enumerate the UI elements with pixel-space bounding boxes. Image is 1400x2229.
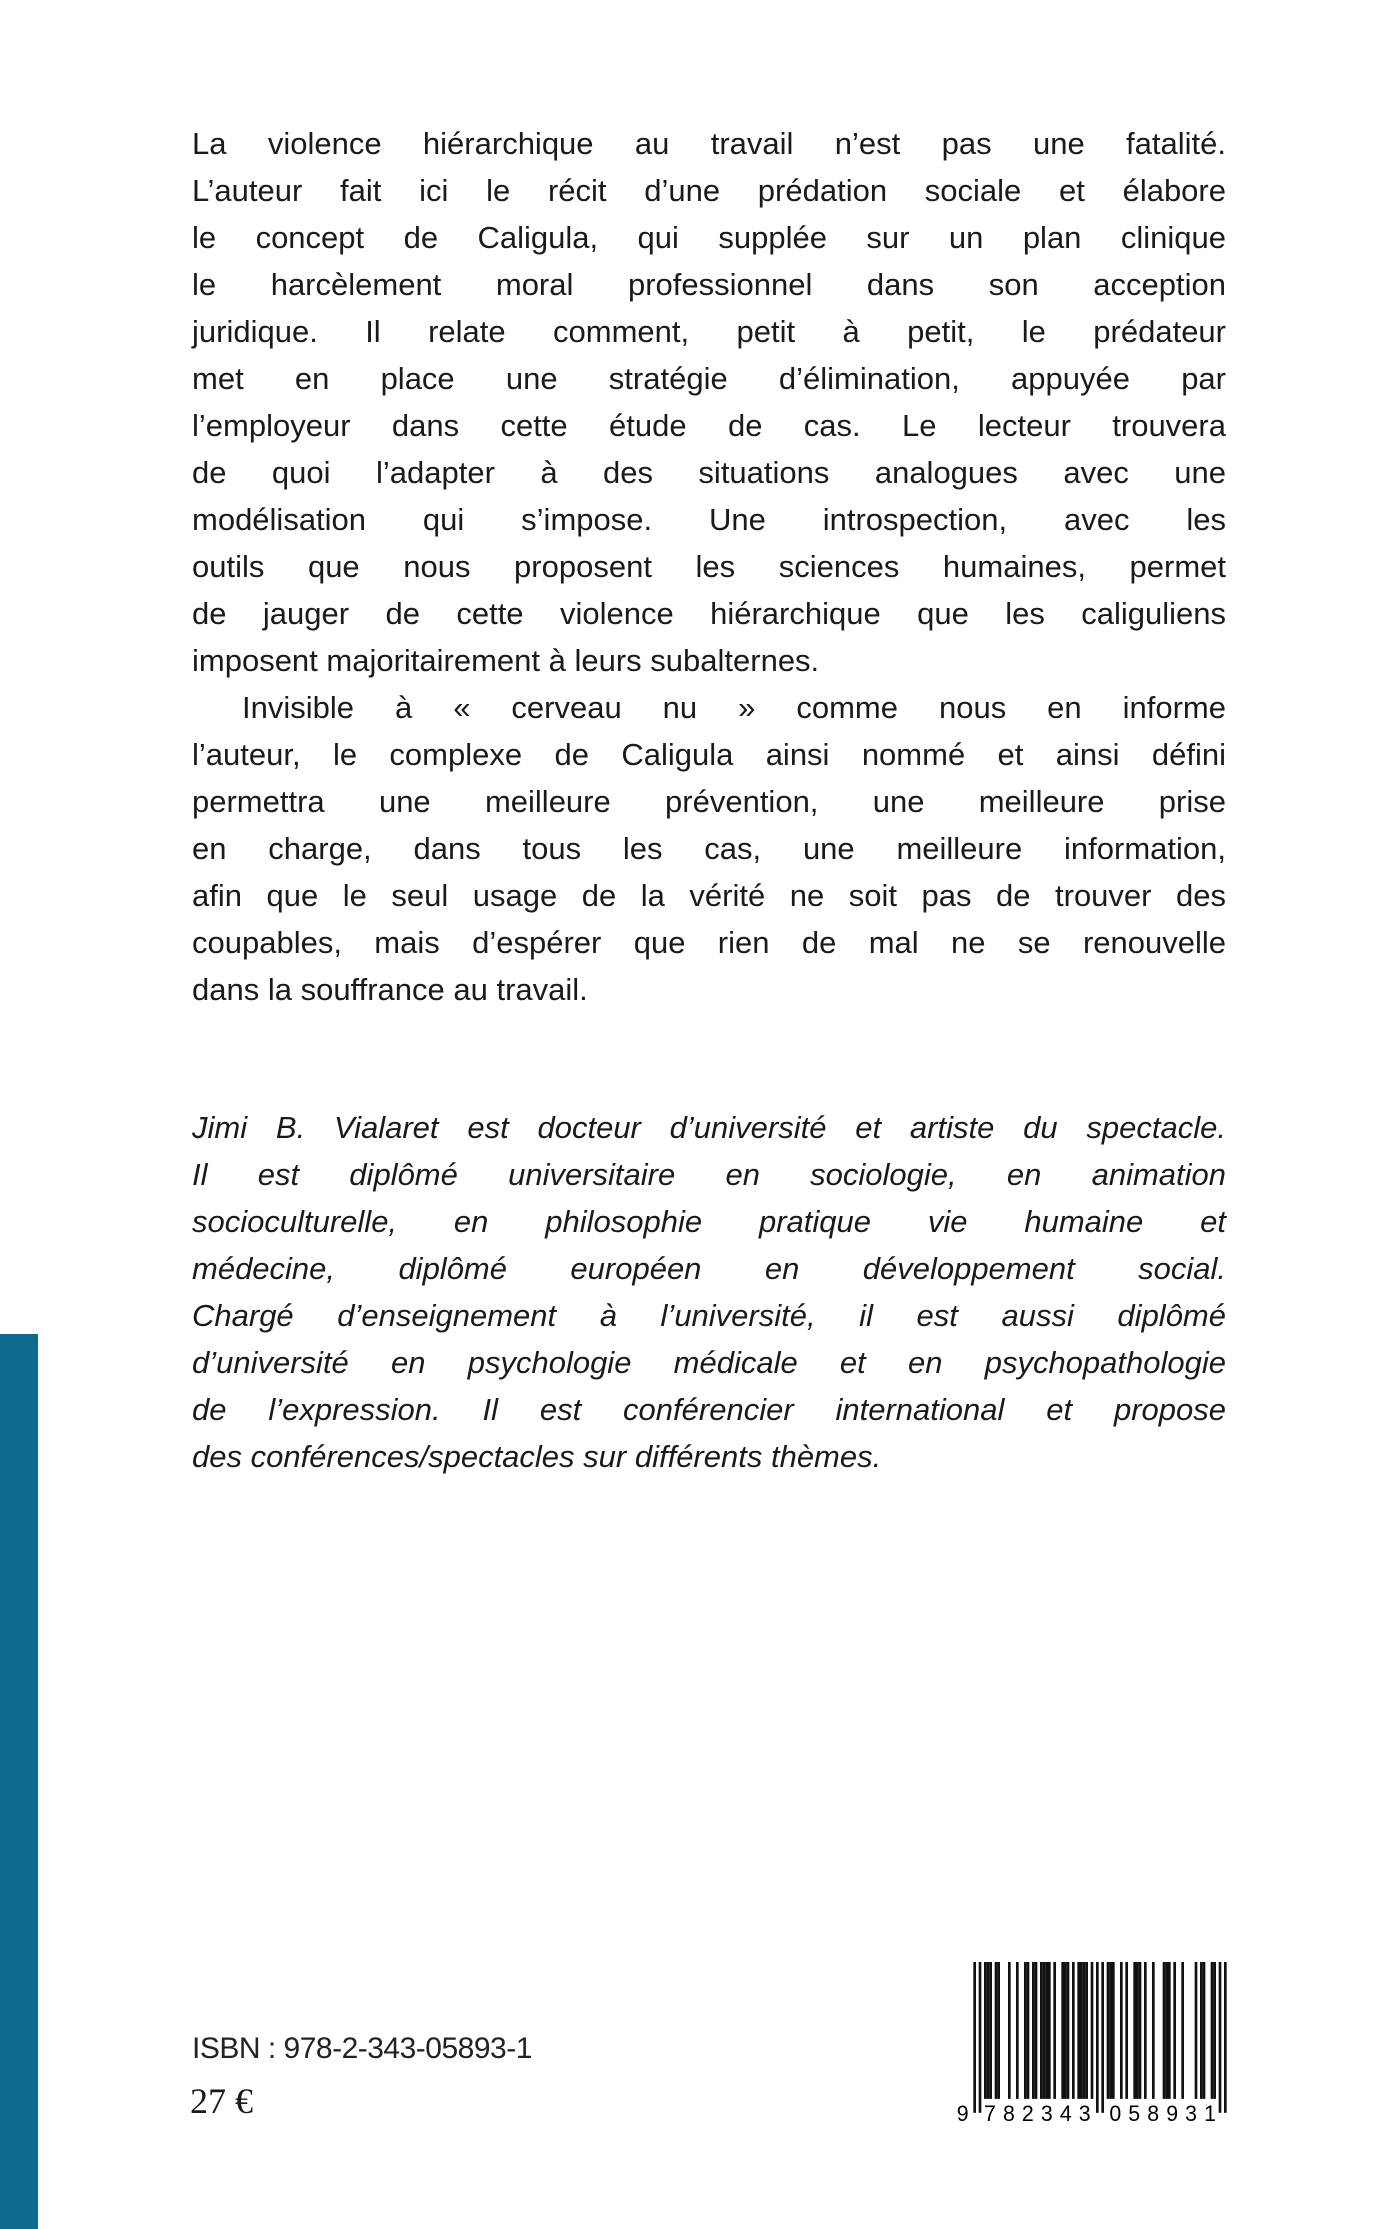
barcode-left-digits: 782343 bbox=[984, 2100, 1091, 2124]
barcode-bar bbox=[1200, 1962, 1203, 2099]
barcode-bar bbox=[1195, 1962, 1198, 2099]
barcode-bar bbox=[1091, 1962, 1094, 2099]
barcode-bar bbox=[973, 1962, 976, 2113]
text-line: des conférences/spectacles sur différents thèmes. bbox=[192, 1439, 882, 1474]
barcode-bar bbox=[1219, 1962, 1222, 2113]
barcode-bar bbox=[1077, 1962, 1080, 2099]
barcode-bar bbox=[1072, 1962, 1075, 2099]
barcode-bar bbox=[1112, 1962, 1115, 2099]
barcode-bar bbox=[1224, 1962, 1227, 2113]
barcode-bar bbox=[1008, 1962, 1011, 2099]
barcode-bar bbox=[1163, 1962, 1166, 2099]
price: 27 € bbox=[190, 2081, 253, 2121]
author-bio bbox=[192, 1104, 1226, 1480]
barcode-bar bbox=[1083, 1962, 1086, 2099]
barcode-bar bbox=[1064, 1962, 1067, 2099]
barcode-bar bbox=[1173, 1962, 1176, 2099]
text-line: met en place une stratégie d’élimination, appuyée par bbox=[192, 361, 1226, 396]
barcode-bar bbox=[1067, 1962, 1070, 2099]
text-line: socioculturelle, en philosophie pratique vie humaine et bbox=[192, 1204, 1226, 1239]
text-line: d’université en psychologie médicale et en psychopathologie bbox=[192, 1345, 1226, 1380]
barcode-bar bbox=[1125, 1962, 1128, 2099]
barcode-bar bbox=[1085, 1962, 1088, 2099]
spine-color-bar bbox=[0, 1334, 38, 2229]
text-line: juridique. Il relate comment, petit à petit, le prédateur bbox=[192, 314, 1226, 349]
text-line: afin que le seul usage de la vérité ne soit pas de trouver des bbox=[192, 878, 1226, 913]
barcode-bar bbox=[1043, 1962, 1046, 2099]
text-line: de quoi l’adapter à des situations analogues avec une bbox=[192, 455, 1226, 490]
barcode-right-digits: 058931 bbox=[1109, 2100, 1216, 2124]
barcode-bar bbox=[1144, 1962, 1147, 2099]
summary-paragraph-1 bbox=[192, 120, 1226, 684]
barcode-bar bbox=[1053, 1962, 1056, 2099]
barcode-bar bbox=[989, 1962, 992, 2099]
barcode-bar bbox=[984, 1962, 987, 2099]
barcode-bar bbox=[1107, 1962, 1110, 2099]
barcode-bar bbox=[997, 1962, 1000, 2099]
summary-paragraph-2 bbox=[192, 684, 1226, 1013]
barcode-bar bbox=[1045, 1962, 1048, 2099]
text-line: en charge, dans tous les cas, une meilleure information, bbox=[192, 831, 1226, 866]
barcode-bar bbox=[1165, 1962, 1168, 2099]
isbn: ISBN : 978-2-343-05893-1 bbox=[192, 2032, 532, 2065]
barcode-bar bbox=[1048, 1962, 1051, 2099]
text-line: dans la souffrance au travail. bbox=[192, 972, 588, 1007]
barcode-bar bbox=[1101, 1962, 1104, 2113]
barcode bbox=[952, 1962, 1232, 2124]
barcode-bar bbox=[1139, 1962, 1142, 2099]
barcode-bar bbox=[1213, 1962, 1216, 2099]
barcode-bar bbox=[979, 1962, 982, 2113]
text-line: le concept de Caligula, qui supplée sur un plan clinique bbox=[192, 220, 1226, 255]
barcode-bar bbox=[1035, 1962, 1038, 2099]
text-line: Invisible à « cerveau nu » comme nous en informe bbox=[242, 690, 1226, 725]
barcode-bar bbox=[1109, 1962, 1112, 2099]
barcode-bar bbox=[1168, 1962, 1171, 2099]
text-line: imposent majoritairement à leurs subalternes. bbox=[192, 643, 820, 678]
bio-text: est docteur d’université et artiste du spectacle. bbox=[438, 1110, 1226, 1145]
text-line: permettra une meilleure prévention, une meilleure prise bbox=[192, 784, 1226, 819]
text-line: le harcèlement moral professionnel dans son acception bbox=[192, 267, 1226, 302]
text-line: modélisation qui s’impose. Une introspection, avec les bbox=[192, 502, 1226, 537]
text-line: coupables, mais d’espérer que rien de mal ne se renouvelle bbox=[192, 925, 1226, 960]
barcode-bar bbox=[1152, 1962, 1155, 2099]
barcode-bar bbox=[1133, 1962, 1136, 2099]
barcode-bar bbox=[1061, 1962, 1064, 2099]
text-line: l’auteur, le complexe de Caligula ainsi nommé et ainsi défini bbox=[192, 737, 1226, 772]
barcode-first-digit: 9 bbox=[956, 2100, 969, 2124]
text-line: médecine, diplômé européen en développement social. bbox=[192, 1251, 1226, 1286]
text-line: Il est diplômé universitaire en sociologie, en animation bbox=[192, 1157, 1226, 1192]
barcode-bar bbox=[1120, 1962, 1123, 2099]
barcode-bar bbox=[1136, 1962, 1139, 2099]
barcode-bar bbox=[1016, 1962, 1019, 2099]
author-name: Jimi B. Vialaret bbox=[192, 1110, 439, 1145]
text-line: de jauger de cette violence hiérarchique que les caliguliens bbox=[192, 596, 1226, 631]
barcode-bar bbox=[1080, 1962, 1083, 2099]
text-line: Chargé d’enseignement à l’université, il est aussi diplômé bbox=[192, 1298, 1226, 1333]
barcode-bar bbox=[1024, 1962, 1027, 2099]
barcode-bar bbox=[1027, 1962, 1030, 2099]
text-line bbox=[192, 1104, 1226, 1151]
barcode-bar bbox=[1032, 1962, 1035, 2099]
text-line: l’employeur dans cette étude de cas. Le lecteur trouvera bbox=[192, 408, 1226, 443]
text-line: La violence hiérarchique au travail n’est pas une fatalité. bbox=[192, 126, 1226, 161]
text-line: L’auteur fait ici le récit d’une prédation sociale et élabore bbox=[192, 173, 1226, 208]
text-line: outils que nous proposent les sciences humaines, permet bbox=[192, 549, 1226, 584]
barcode-bar bbox=[1040, 1962, 1043, 2099]
barcode-bar bbox=[987, 1962, 990, 2099]
barcode-bar bbox=[995, 1962, 998, 2099]
barcode-bar bbox=[1211, 1962, 1214, 2099]
text-line: de l’expression. Il est conférencier international et propose bbox=[192, 1392, 1226, 1427]
barcode-bar bbox=[1203, 1962, 1206, 2099]
barcode-bar bbox=[1096, 1962, 1099, 2113]
barcode-bar bbox=[1181, 1962, 1184, 2099]
